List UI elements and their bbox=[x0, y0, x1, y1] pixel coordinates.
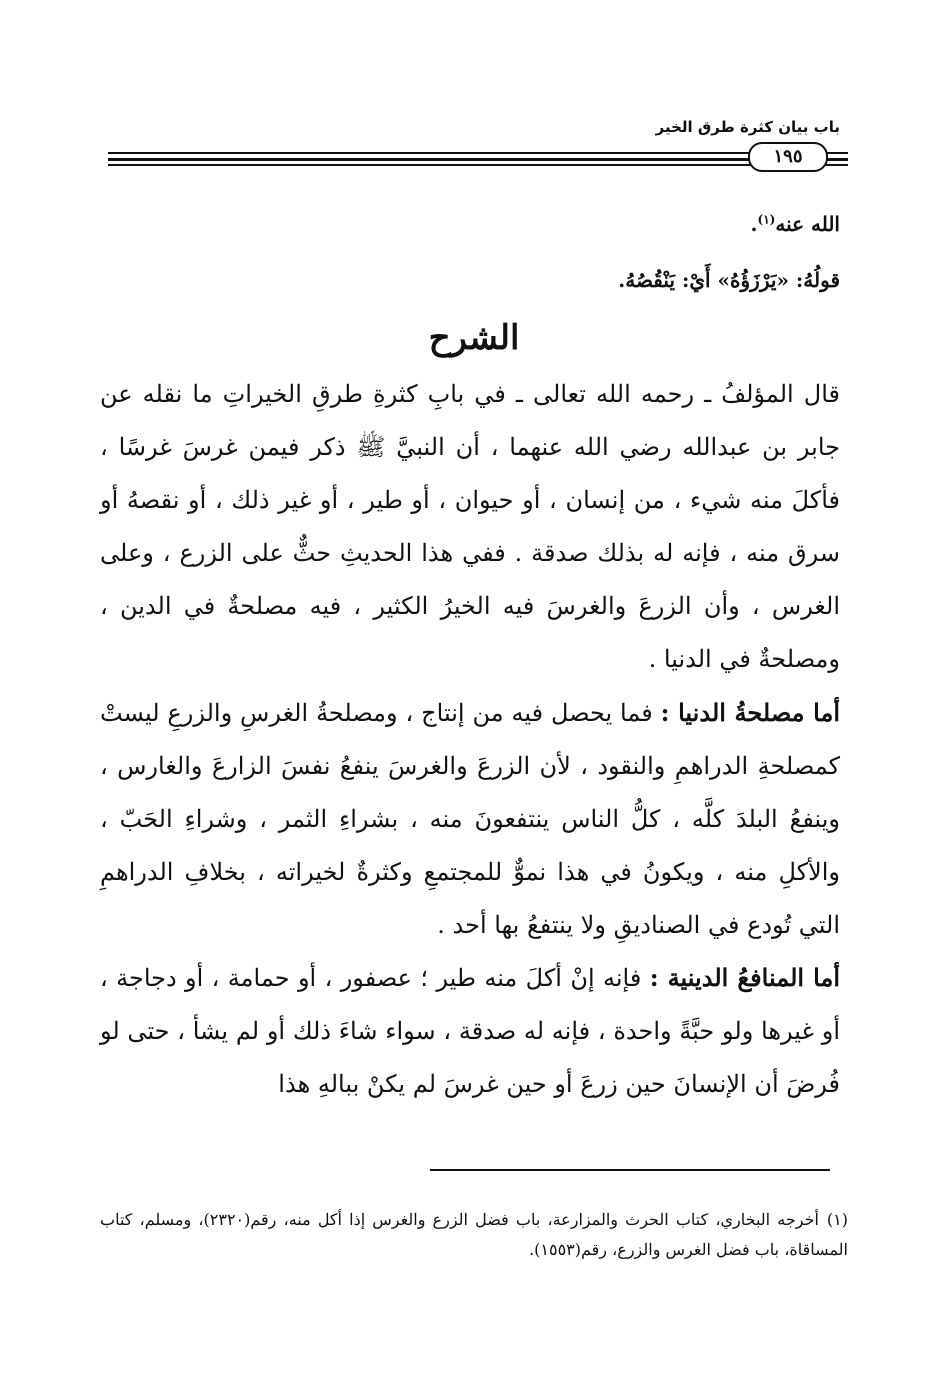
section-heading: الشرح bbox=[428, 318, 520, 358]
footnote-marker: (١) bbox=[826, 1210, 848, 1229]
word-explanation-line: قولُهُ: «يَرْزَؤُهُ» أَيْ: يَنْقُصُهُ. bbox=[618, 268, 840, 292]
worldly-benefit-lead: أما مصلحةُ الدنيا : bbox=[660, 698, 840, 727]
page-number: ١٩٥ bbox=[748, 142, 828, 172]
hadith-ending-text: الله عنه bbox=[775, 212, 840, 236]
religious-benefit-text: فإنه إنْ أكلَ منه طير ؛ عصفور ، أو حمامة ، أو دجاجة ، أو غيرها ولو حبَّةً واحدة ، فإنه له صدقة ، سواء شاءَ ذلك أو لم يشأ ، حتى لو فُرضَ أن الإنسانَ حين زرعَ أو حين غرسَ لم يكنْ ببالهِ هذا bbox=[100, 964, 840, 1098]
footnote bbox=[100, 1205, 848, 1265]
commentary-paragraph-1: قال المؤلفُ ـ رحمه الله تعالى ـ في بابِ كثرةِ طرقِ الخيراتِ ما نقله عن جابر بن عبدالله رضي الله عنهما ، أن النبيَّ ﷺ ذكر فيمن غرسَ غرسًا ، فأكلَ منه شيء ، من إنسان ، أو حيوان ، أو طير ، أو غير ذلك ، أو نقصهُ أو سرق منه ، فإنه له بذلك صدقة . ففي هذا الحديثِ حثٌّ على الزرع ، وعلى الغرس ، وأن الزرعَ والغرسَ فيه الخيرُ الكثير ، فيه مصلحةٌ في الدين ، ومصلحةٌ في الدنيا . bbox=[100, 380, 840, 673]
header-rule-line bbox=[108, 158, 848, 161]
header-rule bbox=[108, 142, 848, 170]
commentary-paragraph-3 bbox=[100, 951, 840, 1111]
commentary-paragraph-2 bbox=[100, 686, 840, 952]
footnote-text: أخرجه البخاري، كتاب الحرث والمزارعة، باب فضل الزرع والغرس إذا أكل منه، رقم(٢٣٢٠)، ومسلم، كتاب المساقاة، باب فضل الغرس والزرع، رقم(١٥٥٣). bbox=[100, 1210, 848, 1259]
footnote-separator bbox=[430, 1169, 830, 1171]
worldly-benefit-text: فما يحصل فيه من إنتاج ، ومصلحةُ الغرسِ والزرعِ ليستْ كمصلحةِ الدراهمِ والنقود ، لأن الزرعَ والغرسَ ينفعُ نفسَ الزارعَ والغارس ، وينفعُ البلدَ كلَّه ، كلُّ الناس ينتفعونَ منه ، بشراءِ الثمر ، وشراءِ الحَبّ ، والأكلِ منه ، ويكونُ في هذا نموٌّ للمجتمعِ وكثرةٌ لخيراته ، بخلافِ الدراهمِ التي تُودع في الصناديقِ ولا ينتفعُ بها أحد . bbox=[100, 699, 840, 939]
header-rule-line bbox=[108, 164, 848, 166]
running-title: باب بيان كثرة طرق الخير bbox=[655, 118, 840, 136]
hadith-ending-line: الله عنه$^{(١)}$. bbox=[750, 212, 840, 236]
header-rule-line bbox=[108, 152, 848, 154]
religious-benefit-lead: أما المنافعُ الدينية : bbox=[649, 963, 841, 992]
footnote-reference: (١) bbox=[757, 212, 776, 227]
